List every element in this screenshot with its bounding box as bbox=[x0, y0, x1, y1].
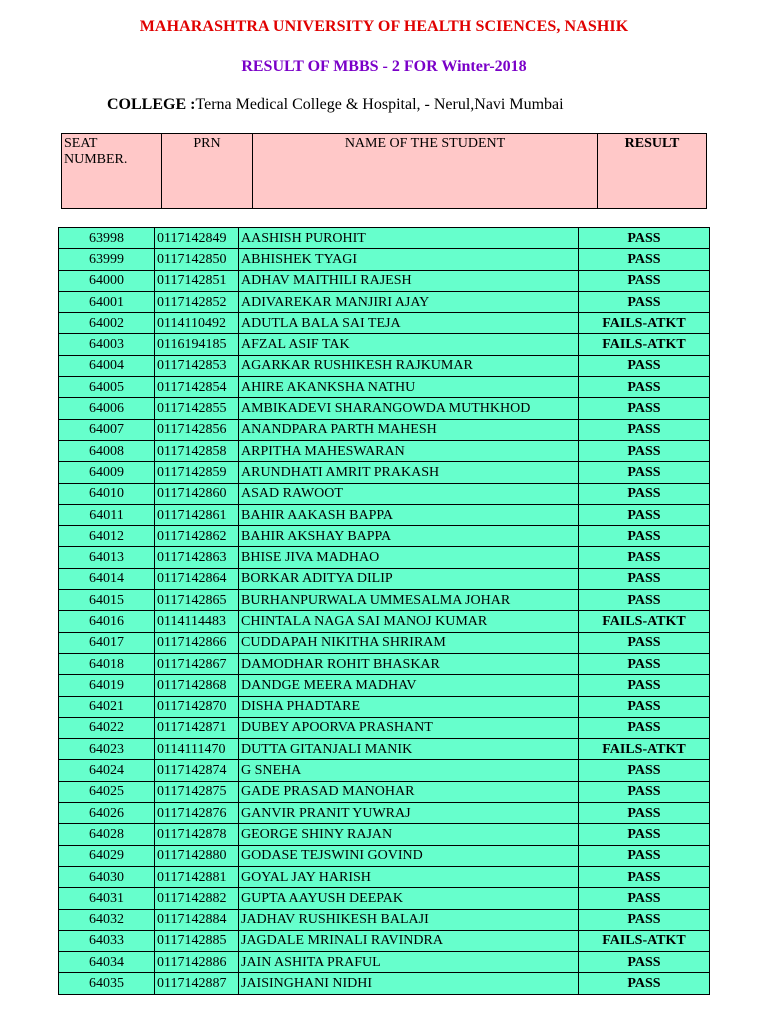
result-cell: PASS bbox=[579, 483, 710, 504]
header-student-name: NAME OF THE STUDENT bbox=[253, 134, 598, 209]
result-cell: PASS bbox=[579, 568, 710, 589]
student-name-cell: GEORGE SHINY RAJAN bbox=[239, 824, 579, 845]
table-row bbox=[59, 547, 710, 568]
table-row bbox=[59, 355, 710, 376]
seat-number-cell: 64006 bbox=[59, 398, 155, 419]
university-title: MAHARASHTRA UNIVERSITY OF HEALTH SCIENCES, NASHIK bbox=[139, 18, 629, 35]
seat-number-cell: 64016 bbox=[59, 611, 155, 632]
table-row bbox=[59, 313, 710, 334]
table-row bbox=[59, 888, 710, 909]
seat-number-cell: 64028 bbox=[59, 824, 155, 845]
table-row bbox=[59, 909, 710, 930]
result-cell: PASS bbox=[579, 909, 710, 930]
prn-cell: 0117142851 bbox=[155, 270, 239, 291]
student-name-cell: GADE PRASAD MANOHAR bbox=[239, 781, 579, 802]
student-name-cell: ADIVAREKAR MANJIRI AJAY bbox=[239, 291, 579, 312]
result-cell: FAILS-ATKT bbox=[579, 334, 710, 355]
result-cell: FAILS-ATKT bbox=[579, 611, 710, 632]
student-name-cell: DISHA PHADTARE bbox=[239, 696, 579, 717]
prn-cell: 0117142870 bbox=[155, 696, 239, 717]
seat-number-cell: 64032 bbox=[59, 909, 155, 930]
result-cell: PASS bbox=[579, 249, 710, 270]
table-row bbox=[59, 675, 710, 696]
table-row bbox=[59, 249, 710, 270]
prn-cell: 0117142864 bbox=[155, 568, 239, 589]
student-name-cell: ANANDPARA PARTH MAHESH bbox=[239, 419, 579, 440]
table-row bbox=[59, 845, 710, 866]
table-row bbox=[59, 696, 710, 717]
result-cell: PASS bbox=[579, 973, 710, 994]
seat-number-cell: 64003 bbox=[59, 334, 155, 355]
seat-number-cell: 64026 bbox=[59, 803, 155, 824]
student-name-cell: JAISINGHANI NIDHI bbox=[239, 973, 579, 994]
result-cell: PASS bbox=[579, 803, 710, 824]
table-row bbox=[59, 440, 710, 461]
student-name-cell: DUTTA GITANJALI MANIK bbox=[239, 739, 579, 760]
student-name-cell: DAMODHAR ROHIT BHASKAR bbox=[239, 653, 579, 674]
result-title: RESULT OF MBBS - 2 FOR Winter-2018 bbox=[241, 58, 527, 75]
result-cell: PASS bbox=[579, 590, 710, 611]
seat-number-cell: 64021 bbox=[59, 696, 155, 717]
table-row bbox=[59, 717, 710, 738]
table-row bbox=[59, 653, 710, 674]
seat-number-cell: 64008 bbox=[59, 440, 155, 461]
table-row bbox=[59, 334, 710, 355]
student-name-cell: AGARKAR RUSHIKESH RAJKUMAR bbox=[239, 355, 579, 376]
result-cell: PASS bbox=[579, 632, 710, 653]
prn-cell: 0117142854 bbox=[155, 377, 239, 398]
student-name-cell: BAHIR AAKASH BAPPA bbox=[239, 504, 579, 525]
prn-cell: 0117142855 bbox=[155, 398, 239, 419]
header-result: RESULT bbox=[598, 134, 707, 209]
prn-cell: 0117142875 bbox=[155, 781, 239, 802]
result-cell: PASS bbox=[579, 547, 710, 568]
seat-number-cell: 64023 bbox=[59, 739, 155, 760]
table-row bbox=[59, 228, 710, 249]
prn-cell: 0117142874 bbox=[155, 760, 239, 781]
college-line bbox=[107, 96, 564, 114]
result-cell: PASS bbox=[579, 291, 710, 312]
prn-cell: 0117142849 bbox=[155, 228, 239, 249]
student-name-cell: BURHANPURWALA UMMESALMA JOHAR bbox=[239, 590, 579, 611]
result-cell: PASS bbox=[579, 355, 710, 376]
table-row bbox=[59, 866, 710, 887]
header-prn: PRN bbox=[162, 134, 253, 209]
prn-cell: 0117142884 bbox=[155, 909, 239, 930]
seat-number-cell: 63999 bbox=[59, 249, 155, 270]
result-cell: PASS bbox=[579, 845, 710, 866]
seat-number-cell: 64011 bbox=[59, 504, 155, 525]
seat-number-cell: 64015 bbox=[59, 590, 155, 611]
student-name-cell: BHISE JIVA MADHAO bbox=[239, 547, 579, 568]
result-cell: PASS bbox=[579, 526, 710, 547]
student-name-cell: AFZAL ASIF TAK bbox=[239, 334, 579, 355]
prn-cell: 0117142853 bbox=[155, 355, 239, 376]
table-row bbox=[59, 419, 710, 440]
prn-cell: 0114110492 bbox=[155, 313, 239, 334]
seat-number-cell: 64009 bbox=[59, 462, 155, 483]
prn-cell: 0117142861 bbox=[155, 504, 239, 525]
student-name-cell: AASHISH PUROHIT bbox=[239, 228, 579, 249]
table-row bbox=[59, 781, 710, 802]
student-name-cell: JAIN ASHITA PRAFUL bbox=[239, 952, 579, 973]
prn-cell: 0117142862 bbox=[155, 526, 239, 547]
prn-cell: 0117142868 bbox=[155, 675, 239, 696]
table-row bbox=[59, 739, 710, 760]
prn-cell: 0117142865 bbox=[155, 590, 239, 611]
student-name-cell: AHIRE AKANKSHA NATHU bbox=[239, 377, 579, 398]
result-cell: PASS bbox=[579, 228, 710, 249]
seat-number-cell: 63998 bbox=[59, 228, 155, 249]
result-cell: PASS bbox=[579, 398, 710, 419]
table-row bbox=[59, 611, 710, 632]
result-cell: PASS bbox=[579, 717, 710, 738]
student-name-cell: GUPTA AAYUSH DEEPAK bbox=[239, 888, 579, 909]
student-name-cell: GANVIR PRANIT YUWRAJ bbox=[239, 803, 579, 824]
student-name-cell: GOYAL JAY HARISH bbox=[239, 866, 579, 887]
prn-cell: 0117142887 bbox=[155, 973, 239, 994]
seat-number-cell: 64004 bbox=[59, 355, 155, 376]
seat-number-cell: 64012 bbox=[59, 526, 155, 547]
prn-cell: 0114114483 bbox=[155, 611, 239, 632]
student-name-cell: ABHISHEK TYAGI bbox=[239, 249, 579, 270]
prn-cell: 0117142882 bbox=[155, 888, 239, 909]
table-row bbox=[59, 483, 710, 504]
results-table bbox=[58, 227, 710, 995]
student-name-cell: JADHAV RUSHIKESH BALAJI bbox=[239, 909, 579, 930]
result-cell: PASS bbox=[579, 675, 710, 696]
seat-number-cell: 64022 bbox=[59, 717, 155, 738]
result-cell: PASS bbox=[579, 696, 710, 717]
student-name-cell: ARUNDHATI AMRIT PRAKASH bbox=[239, 462, 579, 483]
table-row bbox=[59, 270, 710, 291]
table-row bbox=[59, 930, 710, 951]
table-row bbox=[59, 590, 710, 611]
result-cell: FAILS-ATKT bbox=[579, 313, 710, 334]
student-name-cell: ARPITHA MAHESWARAN bbox=[239, 440, 579, 461]
seat-number-cell: 64014 bbox=[59, 568, 155, 589]
prn-cell: 0117142850 bbox=[155, 249, 239, 270]
table-row bbox=[59, 803, 710, 824]
result-cell: PASS bbox=[579, 653, 710, 674]
student-name-cell: ADUTLA BALA SAI TEJA bbox=[239, 313, 579, 334]
prn-cell: 0114111470 bbox=[155, 739, 239, 760]
student-name-cell: AMBIKADEVI SHARANGOWDA MUTHKHOD bbox=[239, 398, 579, 419]
header-seat-number: SEAT NUMBER. bbox=[62, 134, 162, 209]
student-name-cell: ASAD RAWOOT bbox=[239, 483, 579, 504]
seat-number-cell: 64007 bbox=[59, 419, 155, 440]
seat-number-cell: 64010 bbox=[59, 483, 155, 504]
prn-cell: 0117142852 bbox=[155, 291, 239, 312]
table-row bbox=[59, 526, 710, 547]
seat-number-cell: 64013 bbox=[59, 547, 155, 568]
seat-number-cell: 64030 bbox=[59, 866, 155, 887]
prn-cell: 0117142860 bbox=[155, 483, 239, 504]
prn-cell: 0117142881 bbox=[155, 866, 239, 887]
result-cell: PASS bbox=[579, 419, 710, 440]
result-cell: PASS bbox=[579, 377, 710, 398]
prn-cell: 0117142859 bbox=[155, 462, 239, 483]
seat-number-cell: 64035 bbox=[59, 973, 155, 994]
college-name: Terna Medical College & Hospital, - Nerul,Navi Mumbai bbox=[195, 96, 564, 113]
result-cell: PASS bbox=[579, 952, 710, 973]
student-name-cell: JAGDALE MRINALI RAVINDRA bbox=[239, 930, 579, 951]
result-cell: PASS bbox=[579, 504, 710, 525]
table-row bbox=[59, 377, 710, 398]
prn-cell: 0117142878 bbox=[155, 824, 239, 845]
result-cell: PASS bbox=[579, 440, 710, 461]
table-row bbox=[59, 973, 710, 994]
result-cell: PASS bbox=[579, 781, 710, 802]
prn-cell: 0117142876 bbox=[155, 803, 239, 824]
prn-cell: 0117142863 bbox=[155, 547, 239, 568]
seat-number-cell: 64017 bbox=[59, 632, 155, 653]
prn-cell: 0117142858 bbox=[155, 440, 239, 461]
table-row bbox=[59, 462, 710, 483]
table-row bbox=[59, 504, 710, 525]
prn-cell: 0116194185 bbox=[155, 334, 239, 355]
seat-number-cell: 64002 bbox=[59, 313, 155, 334]
seat-number-cell: 64033 bbox=[59, 930, 155, 951]
seat-number-cell: 64031 bbox=[59, 888, 155, 909]
student-name-cell: CHINTALA NAGA SAI MANOJ KUMAR bbox=[239, 611, 579, 632]
table-row bbox=[59, 291, 710, 312]
seat-number-cell: 64001 bbox=[59, 291, 155, 312]
table-row bbox=[59, 568, 710, 589]
result-cell: FAILS-ATKT bbox=[579, 930, 710, 951]
seat-number-cell: 64019 bbox=[59, 675, 155, 696]
seat-number-cell: 64005 bbox=[59, 377, 155, 398]
column-header-table bbox=[61, 133, 707, 209]
result-cell: PASS bbox=[579, 888, 710, 909]
seat-number-cell: 64018 bbox=[59, 653, 155, 674]
seat-number-cell: 64024 bbox=[59, 760, 155, 781]
table-row bbox=[59, 398, 710, 419]
seat-number-cell: 64000 bbox=[59, 270, 155, 291]
prn-cell: 0117142856 bbox=[155, 419, 239, 440]
student-name-cell: GODASE TEJSWINI GOVIND bbox=[239, 845, 579, 866]
result-cell: PASS bbox=[579, 462, 710, 483]
prn-cell: 0117142866 bbox=[155, 632, 239, 653]
prn-cell: 0117142886 bbox=[155, 952, 239, 973]
prn-cell: 0117142880 bbox=[155, 845, 239, 866]
result-cell: FAILS-ATKT bbox=[579, 739, 710, 760]
seat-number-cell: 64029 bbox=[59, 845, 155, 866]
student-name-cell: ADHAV MAITHILI RAJESH bbox=[239, 270, 579, 291]
table-row bbox=[59, 632, 710, 653]
student-name-cell: BAHIR AKSHAY BAPPA bbox=[239, 526, 579, 547]
college-label: COLLEGE : bbox=[107, 96, 196, 113]
prn-cell: 0117142885 bbox=[155, 930, 239, 951]
result-cell: PASS bbox=[579, 760, 710, 781]
student-name-cell: G SNEHA bbox=[239, 760, 579, 781]
table-row bbox=[59, 760, 710, 781]
result-cell: PASS bbox=[579, 270, 710, 291]
result-cell: PASS bbox=[579, 866, 710, 887]
student-name-cell: DUBEY APOORVA PRASHANT bbox=[239, 717, 579, 738]
student-name-cell: CUDDAPAH NIKITHA SHRIRAM bbox=[239, 632, 579, 653]
result-cell: PASS bbox=[579, 824, 710, 845]
student-name-cell: DANDGE MEERA MADHAV bbox=[239, 675, 579, 696]
prn-cell: 0117142867 bbox=[155, 653, 239, 674]
prn-cell: 0117142871 bbox=[155, 717, 239, 738]
table-row bbox=[59, 952, 710, 973]
seat-number-cell: 64034 bbox=[59, 952, 155, 973]
table-row bbox=[59, 824, 710, 845]
seat-number-cell: 64025 bbox=[59, 781, 155, 802]
student-name-cell: BORKAR ADITYA DILIP bbox=[239, 568, 579, 589]
